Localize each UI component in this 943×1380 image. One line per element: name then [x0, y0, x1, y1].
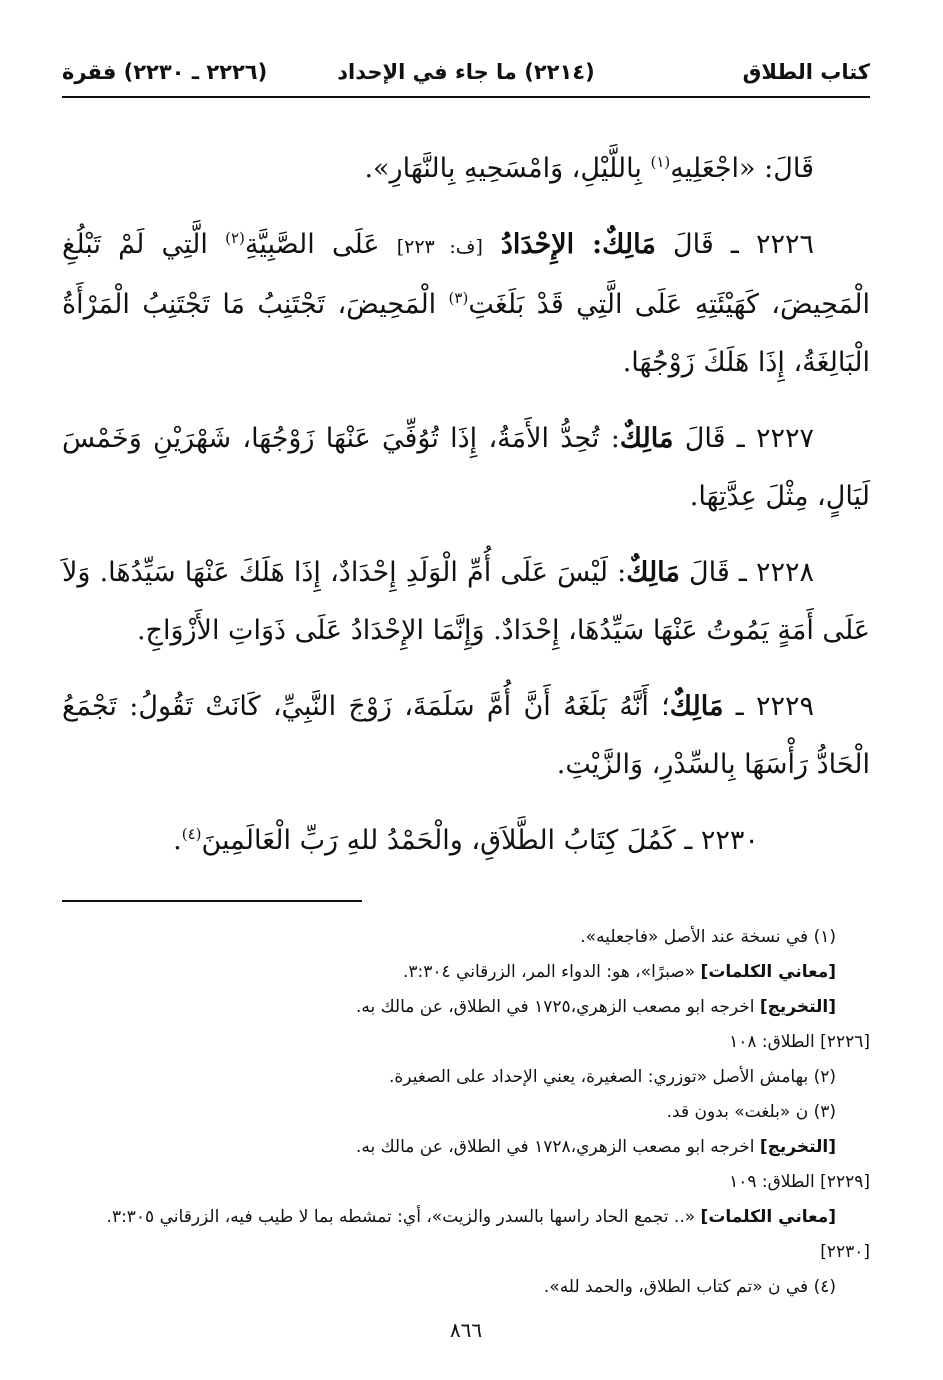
footnote-1-takhrij [62, 990, 870, 1025]
malik-name: مَالِكٌ [619, 423, 674, 454]
footnote-1-meaning [62, 955, 870, 990]
malik-name: مَالِكٌ [669, 691, 724, 722]
paragraph-2230 [62, 812, 870, 870]
paragraph-2229 [62, 678, 870, 794]
header-book-title: كتاب الطلاق [742, 60, 870, 84]
ref-2226: [٢٢٢٦] الطلاق: ١٠٨ [729, 1032, 870, 1052]
main-text [62, 140, 870, 870]
footnote-marker-1[interactable]: (١) [650, 153, 671, 171]
text: كَمُلَ كِتَابُ الطَّلاَقِ، والْحَمْدُ للهِ رَبِّ الْعَالَمِينَ [201, 825, 676, 856]
text: اخرجه ابو مصعب الزهري،١٧٢٨ في الطلاق، عن مالك به. [355, 1137, 760, 1157]
footnote-3: (٣) ن «بلغت» بدون قد. [666, 1102, 836, 1122]
label: [معاني الكلمات] [700, 962, 836, 982]
text: قَالَ [655, 229, 714, 260]
text: . [173, 825, 182, 856]
text: «صبرًا»، هو: الدواء المر، الزرقاني ٣:٣٠٤. [402, 962, 701, 982]
footnote-marker-2[interactable]: (٢) [225, 229, 245, 247]
malik-name: مَالِكٌ [626, 557, 680, 588]
text: بِاللَّيْلِ، وَامْسَحِيهِ بِالنَّهَارِ». [364, 153, 651, 184]
paragraph-2226 [62, 216, 870, 392]
paragraph-number: ٢٢٢٨ ـ [729, 557, 814, 588]
text: قَالَ [673, 423, 726, 454]
malik-name: مَالِكٌ [602, 229, 656, 260]
text: : الإِحْدَادُ [482, 229, 603, 260]
footnote-1: (١) في نسخة عند الأصل «فاجعليه». [580, 927, 836, 947]
page-number: ٨٦٦ [449, 1318, 483, 1342]
label: [معاني الكلمات] [700, 1207, 836, 1227]
header-chapter-title: (٢٢١٤) ما جاء في الإحداد [337, 60, 595, 84]
paragraph-continuation [62, 140, 870, 198]
footnote-marker-4[interactable]: (٤) [181, 825, 202, 843]
cross-reference[interactable]: [ف: ٢٢٣] [396, 236, 483, 258]
footnote-3-takhrij [62, 1130, 870, 1165]
page [62, 52, 870, 1342]
paragraph-2228 [62, 544, 870, 660]
text: اخرجه ابو مصعب الزهري،١٧٢٥ في الطلاق، عن مالك به. [355, 997, 760, 1017]
text: «.. تجمع الحاد راسها بالسدر والزيت»، أي: تمشطه بما لا طيب فيه، الزرقاني ٣:٣٠٥. [106, 1207, 701, 1227]
text: : تُحِدُّ الأَمَةُ، إِذَا تُوُفِّيَ عَنْهَا زَوْجُهَا، شَهْرَيْنِ وَخَمْسَ لَيَالٍ، مِثْلَ عِدَّتِهَا. [62, 423, 870, 512]
text: الَّتِي لَمْ تَبْلُغِ الْمَحِيضَ، كَهَيْئَتِهِ عَلَى الَّتِي قَدْ بَلَغَتِ [62, 229, 870, 320]
text: : لَيْسَ عَلَى أُمِّ الْوَلَدِ إِحْدَادٌ، إِذَا هَلَكَ عَنْهَا سَيِّدُهَا. وَلاَ عَلَى أَمَةٍ يَمُوتُ عَنْهَا سَيِّدُهَا، إِحْدَادٌ. وَإِنَّمَا الإِحْدَادُ عَلَى ذَوَاتِ الأَزْوَاجِ. [62, 557, 870, 646]
ref-2229: [٢٢٢٩] الطلاق: ١٠٩ [729, 1172, 870, 1192]
footnote-4: (٤) في ن «تم كتاب الطلاق، والحمد لله». [543, 1277, 836, 1297]
label: [التخريج] [759, 997, 836, 1017]
paragraph-number: ٢٢٢٦ ـ [713, 229, 815, 260]
text: ؛ أَنَّهُ بَلَغَهُ أَنَّ أُمَّ سَلَمَةَ، زَوْجَ النَّبِيِّ، كَانَتْ تَقُولُ: تَجْمَعُ الْحَادُّ رَأْسَهَا بِالسِّدْرِ، وَالزَّيْتِ. [62, 691, 870, 780]
text: عَلَى الصَّبِيَّةِ [244, 229, 397, 260]
paragraph-2227 [62, 410, 870, 526]
label: [التخريج] [759, 1137, 836, 1157]
footnote-marker-3[interactable]: (٣) [448, 289, 469, 307]
running-header [62, 52, 870, 98]
ref-2229-meaning [62, 1200, 870, 1235]
footnote-divider [62, 900, 362, 902]
header-paragraph-range: (٢٢٢٦ ـ ٢٢٣٠) فقرة [62, 60, 268, 84]
paragraph-number: ٢٢٣٠ ـ [675, 825, 759, 856]
footnotes [62, 920, 870, 1305]
footnote-2: (٢) بهامش الأصل «توزري: الصغيرة، يعني الإحداد على الصغيرة. [389, 1067, 836, 1087]
text: قَالَ [679, 557, 730, 588]
paragraph-number: ٢٢٢٧ ـ [725, 423, 815, 454]
ref-2230: [٢٢٣٠] [820, 1242, 870, 1262]
paragraph-number: ٢٢٢٩ ـ [723, 691, 815, 722]
text: الْمَحِيضَ، تَجْتَنِبُ مَا تَجْتَنِبُ الْمَرْأَةُ الْبَالِغَةُ، إِذَا هَلَكَ زَوْجُهَا. [62, 289, 870, 378]
text: قَالَ: «اجْعَلِيهِ [670, 153, 814, 184]
